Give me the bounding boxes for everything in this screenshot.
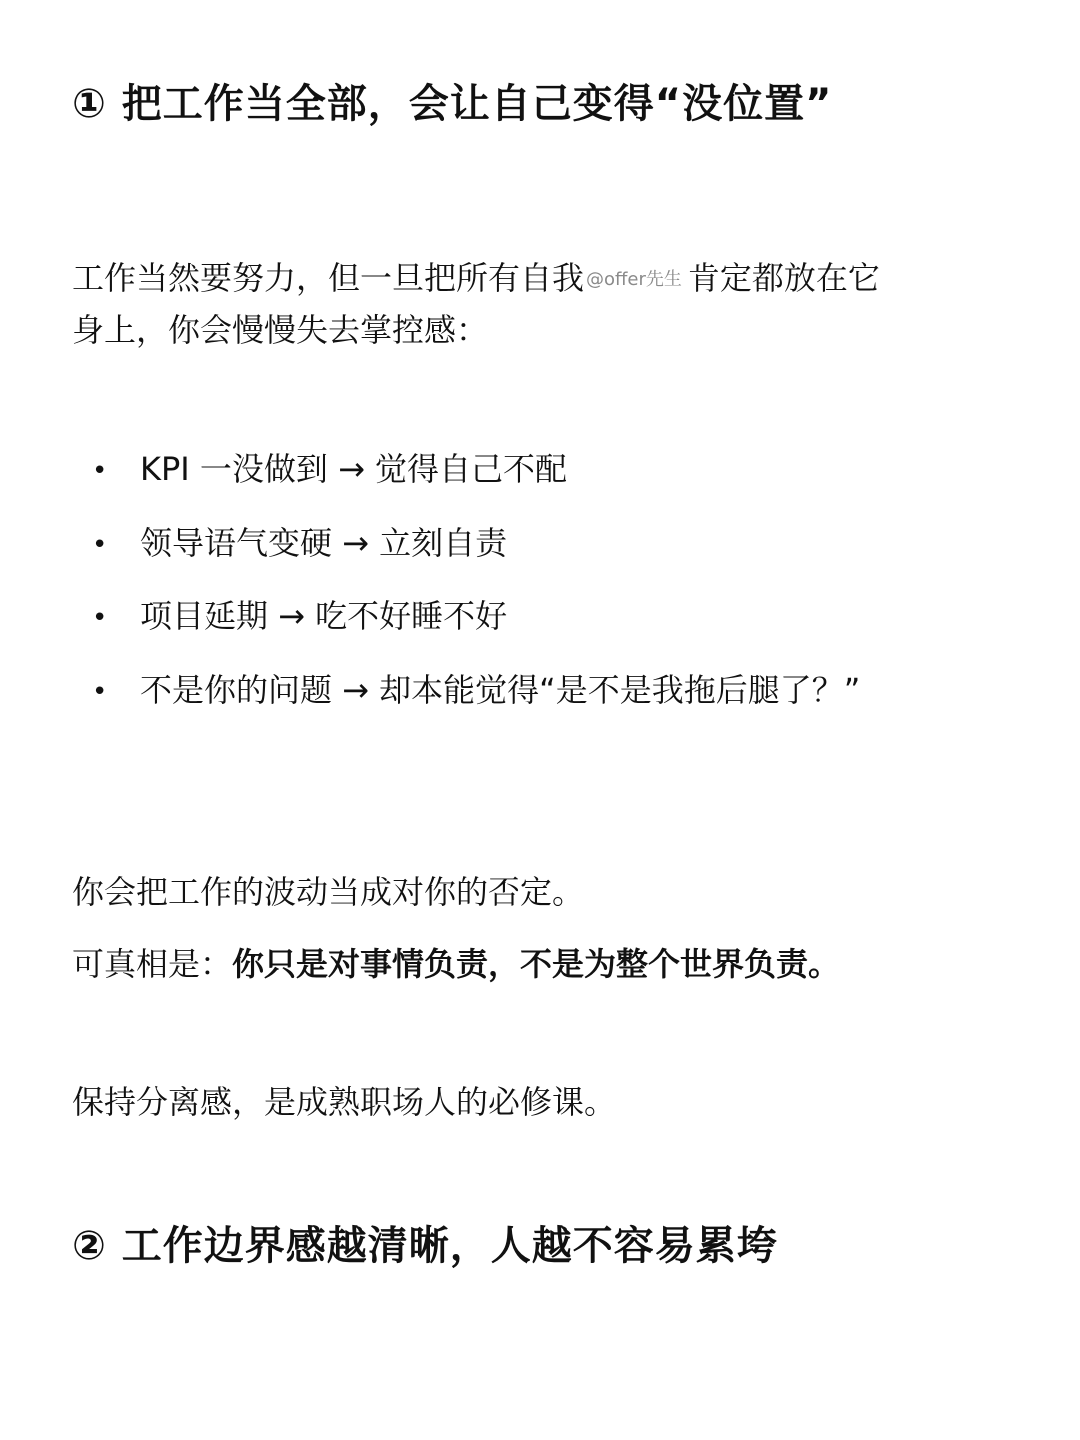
paragraph-2-emphasis: 你只是对事情负责，不是为整个世界负责。 [232, 945, 841, 983]
bullet-item: 项目延期 → 吃不好睡不好 [140, 597, 508, 635]
bullet-item: KPI 一没做到 → 觉得自己不配 [140, 450, 568, 488]
intro-line-1 [72, 258, 880, 298]
bullet-marker: • [92, 456, 108, 486]
paragraph-2-prefix: 可真相是： [72, 945, 233, 983]
paragraph-1: 你会把工作的波动当成对你的否定。 [72, 873, 585, 911]
bullet-marker: • [92, 677, 108, 707]
intro-line-2: 身上，你会慢慢失去掌控感： [72, 311, 489, 349]
paragraph-2 [72, 944, 840, 984]
section1-heading: ① 把工作当全部，会让自己变得“没位置” [72, 81, 833, 127]
bullet-marker: • [92, 603, 108, 633]
bullet-marker: • [92, 530, 108, 560]
section2-heading: ② 工作边界感越清晰，人越不容易累垮 [72, 1223, 778, 1269]
intro-text-part1: 工作当然要努力，但一旦把所有自我 [72, 259, 585, 297]
bullet-item: 领导语气变硬 → 立刻自责 [140, 524, 508, 562]
intro-text-part2: 肯定都放在它 [687, 259, 880, 297]
watermark: @offer先生 [586, 268, 682, 290]
paragraph-3: 保持分离感，是成熟职场人的必修课。 [72, 1083, 617, 1121]
bullet-item: 不是你的问题 → 却本能觉得“是不是我拖后腿了？” [140, 671, 861, 709]
